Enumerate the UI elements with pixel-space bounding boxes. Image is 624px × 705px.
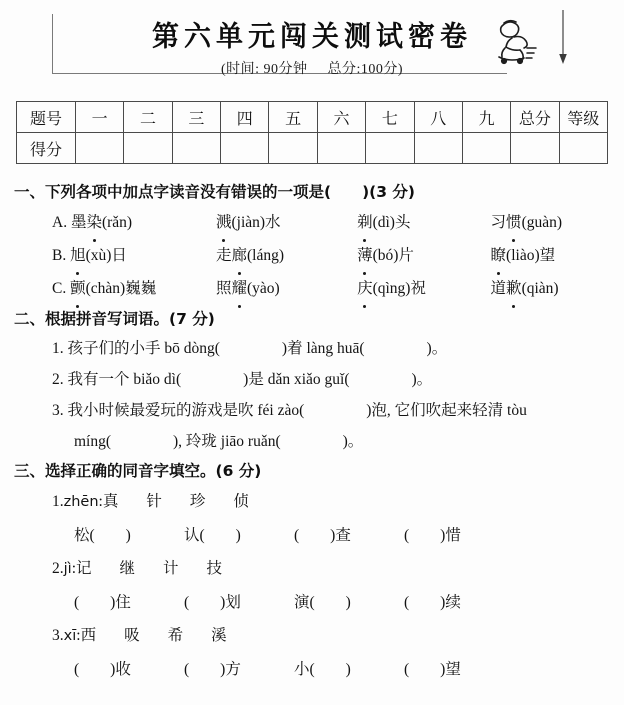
- opt-post: (chàn)巍巍: [85, 280, 157, 297]
- opt-pre: 道: [490, 280, 507, 297]
- candidate-char: 溪: [211, 627, 227, 644]
- section-one: [0, 178, 624, 305]
- item-text-continued: míng( ), 玲珑 jiāo ruǎn( )。: [74, 433, 364, 450]
- section-three-heading: 三、选择正确的同音字填空。(6 分): [14, 462, 262, 480]
- dotted-char: 旭: [70, 239, 86, 272]
- table-header-cell: 三: [172, 102, 220, 133]
- homophone-group-2-blanks[interactable]: [0, 586, 624, 619]
- candidate-char: 西: [80, 627, 97, 644]
- candidate-char: 计: [163, 560, 179, 577]
- opt-post: (liào)望: [506, 247, 556, 264]
- item-text: 我小时候最爱玩的游戏是吹 féi zào( )泡, 它们吹起来轻清 tòu: [67, 402, 527, 419]
- table-row-scores: [17, 133, 608, 164]
- opt-pre: 墨: [70, 214, 87, 231]
- opt-pre: 习: [490, 214, 507, 231]
- child-on-scooter-icon: [486, 12, 552, 78]
- option-b-item-2: [216, 239, 357, 272]
- opt-post: (yào): [247, 280, 280, 297]
- score-cell-total[interactable]: [511, 133, 559, 164]
- opt-post: (dì)头: [372, 214, 411, 231]
- group-pinyin: zhēn: [63, 494, 99, 510]
- table-header-cell-total: 总分: [511, 102, 559, 133]
- blank-slot[interactable]: ( )方: [184, 661, 241, 678]
- candidate-char: 继: [119, 560, 136, 577]
- score-cell-grade[interactable]: [559, 133, 607, 164]
- candidate-char: 侦: [233, 493, 249, 510]
- exam-time-label: (时间: 90分钟: [220, 62, 308, 77]
- exam-total-label: 总分:100分): [327, 62, 404, 77]
- option-b-item-4: [491, 239, 624, 272]
- blank-slot[interactable]: ( )查: [294, 527, 351, 544]
- option-a-item-2: [216, 206, 357, 239]
- table-header-cell: 四: [221, 102, 269, 133]
- dotted-char: 薄: [357, 239, 373, 272]
- group-pinyin: jì: [63, 561, 72, 577]
- candidate-char: 技: [206, 560, 223, 577]
- score-cell[interactable]: [366, 133, 414, 164]
- candidate-char: 记: [76, 560, 92, 577]
- dotted-char: 瞭: [491, 239, 507, 272]
- blank-slot[interactable]: 演( ): [294, 594, 351, 611]
- option-c-item-4: [491, 272, 624, 305]
- group-number: 1.: [52, 493, 64, 510]
- table-header-cell: 九: [462, 102, 510, 133]
- blank-slot[interactable]: ( )划: [184, 594, 241, 611]
- option-row-c[interactable]: [0, 272, 624, 305]
- item-number: 1.: [52, 340, 64, 357]
- homophone-group-1-chars: 1.zhēn:真 针 珍 侦: [52, 493, 249, 510]
- dotted-char: 颤: [70, 272, 86, 305]
- group-pinyin: xī: [63, 628, 77, 644]
- score-cell[interactable]: [124, 133, 172, 164]
- table-header-cell-grade: 等级: [559, 102, 607, 133]
- score-cell[interactable]: [462, 133, 510, 164]
- item-number: 2.: [52, 371, 64, 388]
- opt-post: (rǎn): [101, 214, 133, 231]
- option-a-item-1: [52, 206, 216, 239]
- option-a-label: A.: [52, 214, 68, 231]
- table-header-cell: 八: [414, 102, 462, 133]
- blank-slot[interactable]: 认( ): [184, 527, 241, 544]
- blank-slot[interactable]: 松( ): [74, 527, 131, 544]
- opt-pre: 走: [215, 247, 232, 264]
- blank-slot[interactable]: ( )望: [404, 661, 461, 678]
- dotted-char: 溅: [216, 206, 232, 239]
- section-two-heading: 二、根据拼音写词语。(7 分): [14, 310, 215, 328]
- blank-slot[interactable]: ( )收: [74, 661, 131, 678]
- option-b-label: B.: [52, 247, 67, 264]
- section-two-item-2[interactable]: [0, 364, 624, 395]
- score-table-container: [16, 101, 608, 164]
- opt-post: (guàn): [521, 214, 563, 231]
- option-b-item-1: [52, 239, 216, 272]
- blank-slot[interactable]: ( )续: [404, 594, 461, 611]
- dotted-char: 耀: [231, 272, 247, 305]
- dotted-char: 廊: [231, 239, 247, 272]
- option-row-a[interactable]: [0, 206, 624, 239]
- opt-post: (xù)日: [85, 247, 127, 264]
- candidate-char: 吸: [124, 627, 140, 644]
- score-table: [16, 101, 608, 164]
- opt-post: (qìng)祝: [372, 280, 426, 297]
- dotted-char: 惯: [506, 206, 522, 239]
- item-text: 我有一个 biǎo dì( )是 dǎn xiǎo guǐ( )。: [67, 371, 433, 388]
- opt-post: (qiàn): [521, 280, 559, 297]
- option-c-label: C.: [52, 280, 67, 297]
- candidate-char: 珍: [189, 493, 206, 510]
- opt-pre: 照: [215, 280, 232, 297]
- table-header-cell: 七: [366, 102, 414, 133]
- option-c-item-3: [357, 272, 490, 305]
- option-a-item-3: [357, 206, 490, 239]
- blank-slot[interactable]: ( )住: [74, 594, 131, 611]
- homophone-group-1-blanks[interactable]: [0, 519, 624, 552]
- score-cell[interactable]: [317, 133, 365, 164]
- table-header-cell: 二: [124, 102, 172, 133]
- blank-slot[interactable]: 小( ): [294, 661, 351, 678]
- opt-post: (jiàn)水: [231, 214, 281, 231]
- dotted-char: 歉: [506, 272, 522, 305]
- section-two-item-1[interactable]: [0, 333, 624, 364]
- opt-post: (láng): [247, 247, 285, 264]
- table-row-question-numbers: [17, 102, 608, 133]
- item-number: 3.: [52, 402, 64, 419]
- page-title: 第六单元闯关测试密卷: [152, 20, 472, 53]
- dotted-char: 剃: [357, 206, 373, 239]
- homophone-group-3-chars: 3.xī:西 吸 希 溪: [52, 627, 227, 644]
- section-two-item-3-continued[interactable]: [0, 426, 624, 457]
- blank-slot[interactable]: ( )惜: [404, 527, 461, 544]
- section-one-heading: 一、下列各项中加点字读音没有错误的一项是( )(3 分): [14, 183, 416, 201]
- score-cell[interactable]: [76, 133, 124, 164]
- questions-area: [0, 178, 624, 686]
- candidate-char: 针: [146, 493, 162, 510]
- candidate-char: 希: [167, 627, 184, 644]
- row-label-question-number: 题号: [17, 102, 76, 133]
- opt-post: (bó)片: [372, 247, 414, 264]
- group-number: 3.: [52, 627, 64, 644]
- group-number: 2.: [52, 560, 64, 577]
- option-a-item-4: [491, 206, 624, 239]
- dotted-char: 染: [86, 206, 102, 239]
- paper-header: [0, 0, 624, 92]
- section-two-item-3[interactable]: [0, 395, 624, 426]
- table-header-cell: 六: [317, 102, 365, 133]
- dotted-char: 庆: [357, 272, 373, 305]
- score-cell[interactable]: [414, 133, 462, 164]
- score-cell[interactable]: [221, 133, 269, 164]
- option-b-item-3: [357, 239, 490, 272]
- row-label-score: 得分: [17, 133, 76, 164]
- homophone-group-2-chars: 2.jì:记 继 计 技: [52, 560, 223, 577]
- score-cell[interactable]: [172, 133, 220, 164]
- item-text: 孩子们的小手 bō dòng( )着 làng huā( )。: [67, 340, 448, 357]
- section-two: [0, 305, 624, 457]
- down-arrow-icon: [554, 8, 572, 68]
- score-cell[interactable]: [269, 133, 317, 164]
- section-three: [0, 457, 624, 686]
- table-header-cell: 一: [76, 102, 124, 133]
- option-c-item-1: [52, 272, 216, 305]
- option-c-item-2: [216, 272, 357, 305]
- table-header-cell: 五: [269, 102, 317, 133]
- homophone-group-3-blanks[interactable]: [0, 653, 624, 686]
- candidate-char: 真: [102, 493, 119, 510]
- option-row-b[interactable]: [0, 239, 624, 272]
